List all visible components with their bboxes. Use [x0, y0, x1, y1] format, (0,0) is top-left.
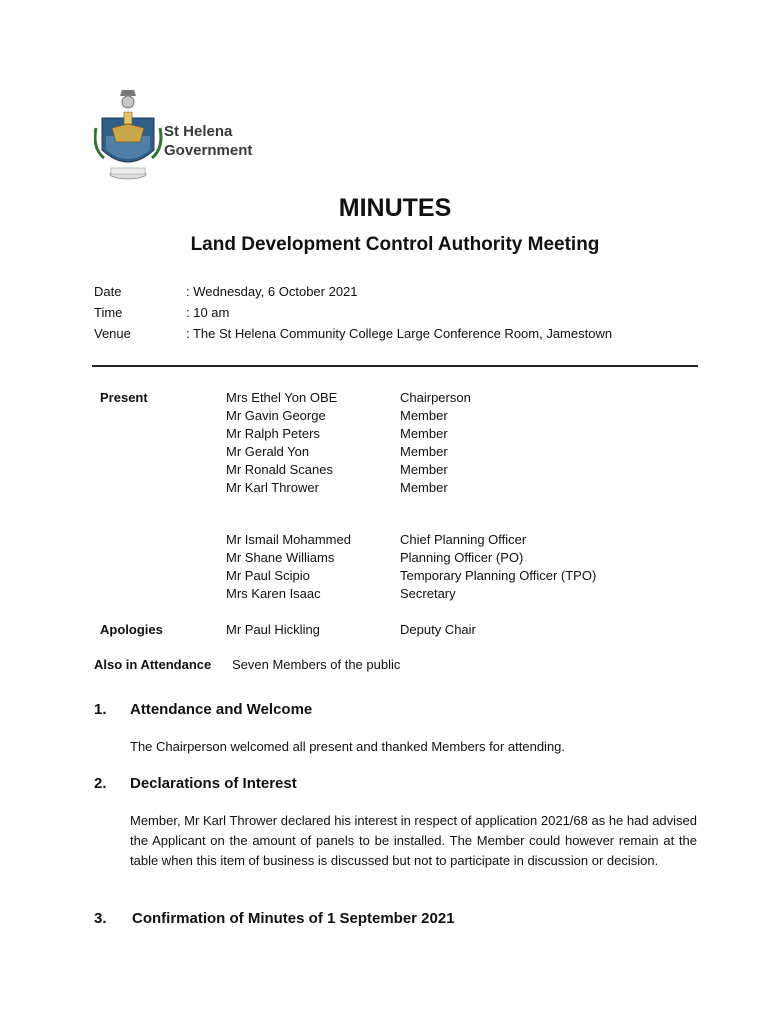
- member-role: Member: [400, 408, 448, 423]
- member-name: Mrs Ethel Yon OBE: [226, 390, 338, 405]
- officer-role: Planning Officer (PO): [400, 550, 524, 565]
- present-label: Present: [100, 390, 148, 405]
- also-value: Seven Members of the public: [232, 657, 401, 672]
- section-body: The Chairperson welcomed all present and thanked Members for attending.: [130, 739, 566, 754]
- meeting-values: [186, 281, 612, 344]
- section-body: Member, Mr Karl Thrower declared his interest in respect of application 2021/68 as he had advised the Applicant on the amount of panels to be installed. The Member could however remain at the table when this item of business is discussed but not to participate in discussion or decision.: [130, 813, 698, 868]
- officer-role: Secretary: [400, 586, 456, 601]
- date-label: Date: [94, 284, 122, 299]
- member-role: Chairperson: [400, 390, 471, 405]
- also-label: Also in Attendance: [94, 657, 212, 672]
- apologies-name: Mr Paul Hickling: [226, 622, 320, 637]
- section-heading: Attendance and Welcome: [130, 701, 313, 718]
- section-heading: Declarations of Interest: [130, 775, 297, 792]
- meeting-labels: [94, 281, 131, 344]
- org-name-line2: Government: [164, 142, 253, 159]
- officer-name: Mr Paul Scipio: [226, 568, 310, 583]
- org-name: [164, 122, 252, 160]
- page-subtitle: Land Development Control Authority Meeting: [190, 234, 600, 255]
- section-number: 3.: [94, 910, 107, 927]
- member-name: Mr Karl Thrower: [226, 480, 319, 495]
- apologies-label: Apologies: [100, 622, 163, 637]
- officer-name: Mr Shane Williams: [226, 550, 335, 565]
- member-name: Mr Gerald Yon: [226, 444, 310, 459]
- member-role: Member: [400, 444, 448, 459]
- section-number: 1.: [94, 701, 107, 718]
- venue-label: Venue: [94, 326, 131, 341]
- present-members-roles: [400, 389, 471, 497]
- member-role: Member: [400, 462, 448, 477]
- divider: [92, 365, 698, 367]
- officer-name: Mrs Karen Isaac: [226, 586, 321, 601]
- officers-roles: [400, 531, 596, 603]
- org-name-line1: St Helena: [164, 123, 233, 140]
- officers-names: [226, 531, 351, 603]
- member-role: Member: [400, 426, 448, 441]
- time-label: Time: [94, 305, 123, 320]
- section-number: 2.: [94, 775, 107, 792]
- page-title: MINUTES: [338, 194, 452, 222]
- member-role: Member: [400, 480, 448, 495]
- member-name: Mr Gavin George: [226, 408, 326, 423]
- member-name: Mr Ralph Peters: [226, 426, 320, 441]
- apologies-role: Deputy Chair: [400, 622, 476, 637]
- officer-role: Chief Planning Officer: [400, 532, 527, 547]
- present-members-names: [226, 389, 337, 497]
- time-value: : 10 am: [186, 305, 230, 320]
- venue-value: : The St Helena Community College Large Conference Room, Jamestown: [186, 326, 613, 341]
- officer-role: Temporary Planning Officer (TPO): [400, 568, 597, 583]
- member-name: Mr Ronald Scanes: [226, 462, 333, 477]
- date-value: : Wednesday, 6 October 2021: [186, 284, 358, 299]
- section-heading: Confirmation of Minutes of 1 September 2021: [132, 910, 455, 927]
- officer-name: Mr Ismail Mohammed: [226, 532, 351, 547]
